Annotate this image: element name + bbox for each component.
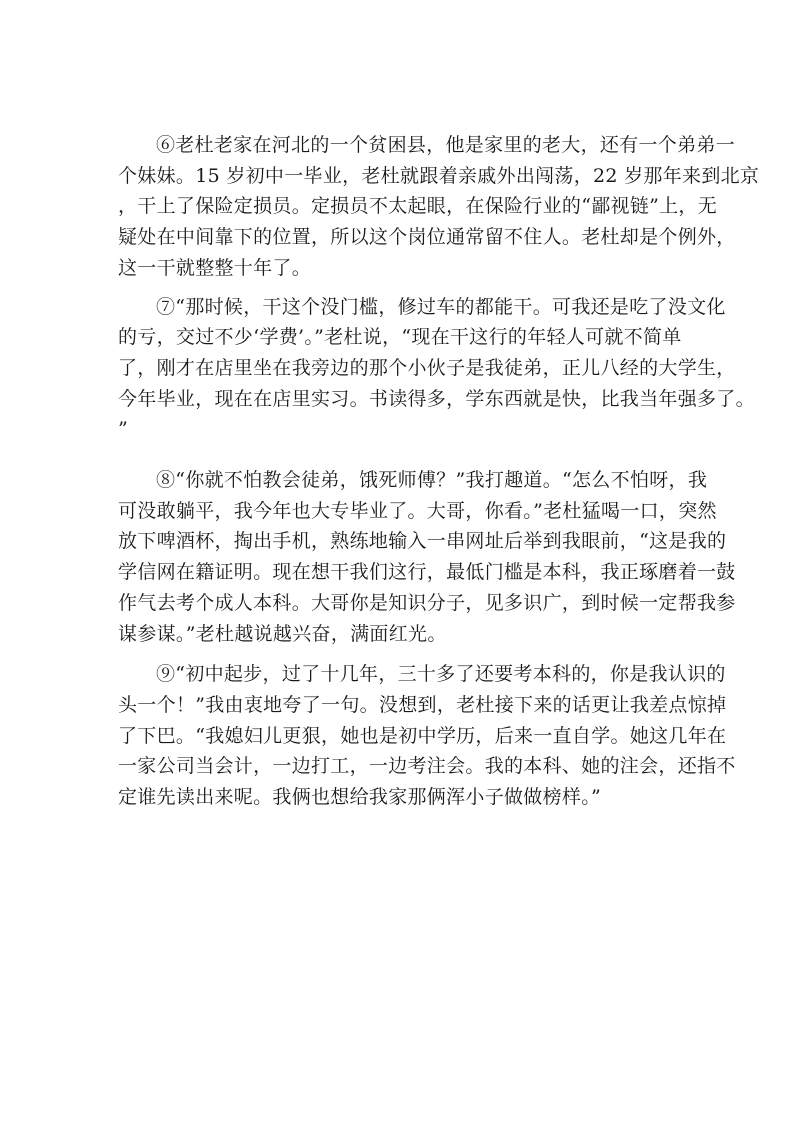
text-line: 定谁先读出来呢。我俩也想给我家那俩浑小子做做榜样。” xyxy=(118,786,602,809)
text-line: 今年毕业，现在在店里实习。书读得多，学东西就是快，比我当年强多了。 xyxy=(118,387,755,410)
text-line: 了，刚才在店里坐在我旁边的那个小伙子是我徒弟，正儿八经的大学生， xyxy=(118,356,736,379)
text-line: ⑦“那时候，干这个没门槛，修过车的都能干。可我还是吃了没文化 xyxy=(156,295,726,318)
text-line: 这一干就整整十年了。 xyxy=(118,256,312,279)
text-line: ⑧“你就不怕教会徒弟，饿死师傅？”我打趣道。“怎么不怕呀，我 xyxy=(156,469,708,492)
text-line: ⑨“初中起步，过了十几年，三十多了还要考本科的，你是我认识的 xyxy=(156,663,726,686)
text-line: ” xyxy=(118,418,129,441)
text-line: 作气去考个成人本科。大哥你是知识分子，见多识广，到时候一定帮我参 xyxy=(118,591,736,614)
document-body xyxy=(118,130,760,813)
text-line: 的亏，交过不少‘学费’。”老杜说，“现在干这行的年轻人可就不简单 xyxy=(118,326,682,349)
text-line: 个妹妹。15 岁初中一毕业，老杜就跟着亲戚外出闯荡，22 岁那年来到北京 xyxy=(118,164,760,187)
text-line: 谋参谋。”老杜越说越兴奋，满面红光。 xyxy=(118,622,447,645)
paragraph-8 xyxy=(118,465,736,649)
text-line: 疑处在中间靠下的位置，所以这个岗位通常留不住人。老杜却是个例外， xyxy=(118,226,736,249)
text-line: ⑥老杜老家在河北的一个贫困县，他是家里的老大，还有一个弟弟一 xyxy=(156,134,736,156)
text-line: 放下啤酒杯，掏出手机，熟练地输入一串网址后举到我眼前，“这是我的 xyxy=(118,530,727,553)
text-line: ，干上了保险定损员。定损员不太起眼，在保险行业的“鄙视链”上，无 xyxy=(118,195,718,218)
text-line: 一家公司当会计，一边打工，一边考注会。我的本科、她的注会，还指不 xyxy=(118,755,736,778)
text-line: 头一个！”我由衷地夸了一句。没想到，老杜接下来的话更让我差点惊掉 xyxy=(118,693,727,716)
text-line: 可没敢躺平，我今年也大专毕业了。大哥，你看。”老杜猛喝一口，突然 xyxy=(118,499,717,522)
paragraph-7 xyxy=(118,292,755,446)
paragraph-6 xyxy=(118,130,760,284)
text-line: 了下巴。“我媳妇儿更狠，她也是初中学历，后来一直自学。她这几年在 xyxy=(118,724,727,747)
paragraph-9 xyxy=(118,659,736,813)
text-line: 学信网在籍证明。现在想干我们这行，最低门槛是本科，我正琢磨着一鼓 xyxy=(118,561,736,584)
